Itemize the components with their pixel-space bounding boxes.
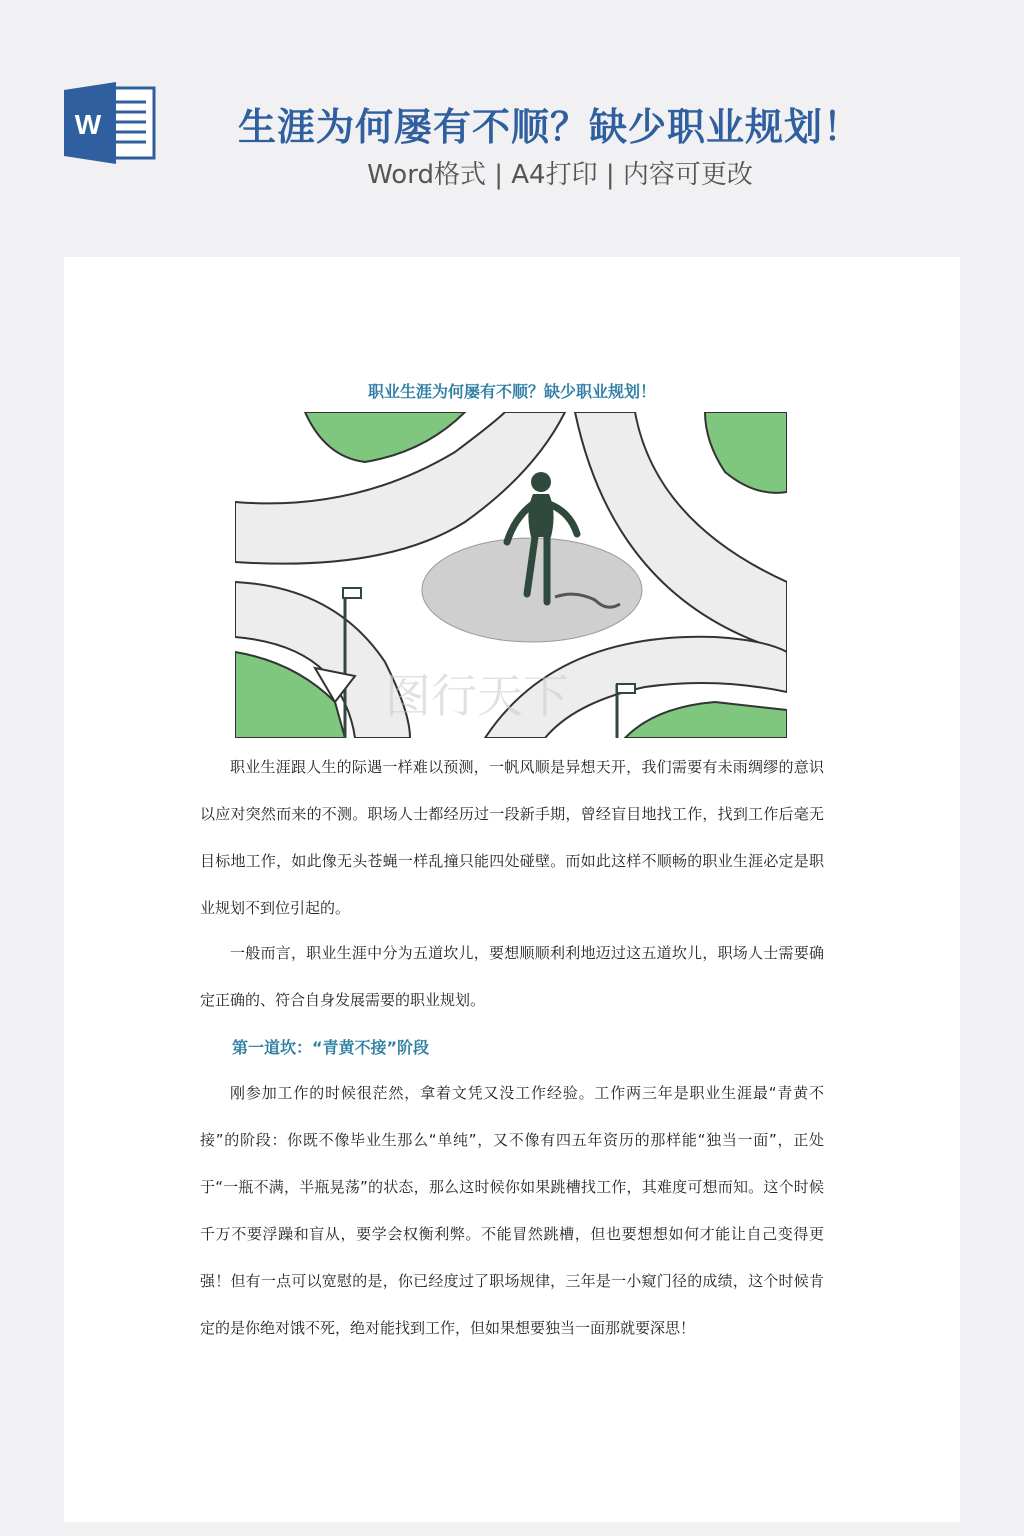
paragraph: 刚参加工作的时候很茫然，拿着文凭又没工作经验。工作两三年是职业生涯最“青黄不接”的阶段：你既不像毕业生那么“单纯”，又不像有四五年资历的那样能“独当一面”，正处于“一瓶不满，半瓶晃荡”的状态，那么这时候你如果跳槽找工作，其难度可想而知。这个时候千万不要浮躁和盲从，要学会权衡利弊。不能冒然跳槽，但也要想想如何才能让自己变得更强！但有一点可以宽慰的是，你已经度过了职场规律，三年是一小窥门径的成绩，这个时候肯定的是你绝对饿不死，绝对能找到工作，但如果想要独当一面那就要深思！ xyxy=(200,1084,824,1337)
word-icon xyxy=(64,82,156,164)
document-title: 职业生涯为何屡有不顺？缺少职业规划！ xyxy=(367,382,656,401)
document-page xyxy=(64,257,960,1522)
paragraph: 一般而言，职业生涯中分为五道坎儿，要想顺顺利利地迈过这五道坎儿，职场人士需要确定正确的、符合自身发展需要的职业规划。 xyxy=(200,944,824,1009)
header xyxy=(0,0,1024,240)
page-subtitle: Word格式 | A4打印 | 内容可更改 xyxy=(367,160,753,190)
image-watermark: 图行天下 xyxy=(385,669,569,723)
paragraph: 职业生涯跟人生的际遇一样难以预测，一帆风顺是异想天开，我们需要有未雨绸缪的意识以应对突然而来的不测。职场人士都经历过一段新手期，曾经盲目地找工作，找到工作后毫无目标地工作，如此像无头苍蝇一样乱撞只能四处碰壁。而如此这样不顺畅的职业生涯必定是职业规划不到位引起的。 xyxy=(200,758,824,917)
career-road-illustration xyxy=(235,412,787,738)
page-title: 生涯为何屡有不顺？缺少职业规划！ xyxy=(237,105,862,149)
section-heading: 第一道坎：“青黄不接”阶段 xyxy=(232,1038,430,1057)
word-icon-letter: W xyxy=(74,109,102,140)
